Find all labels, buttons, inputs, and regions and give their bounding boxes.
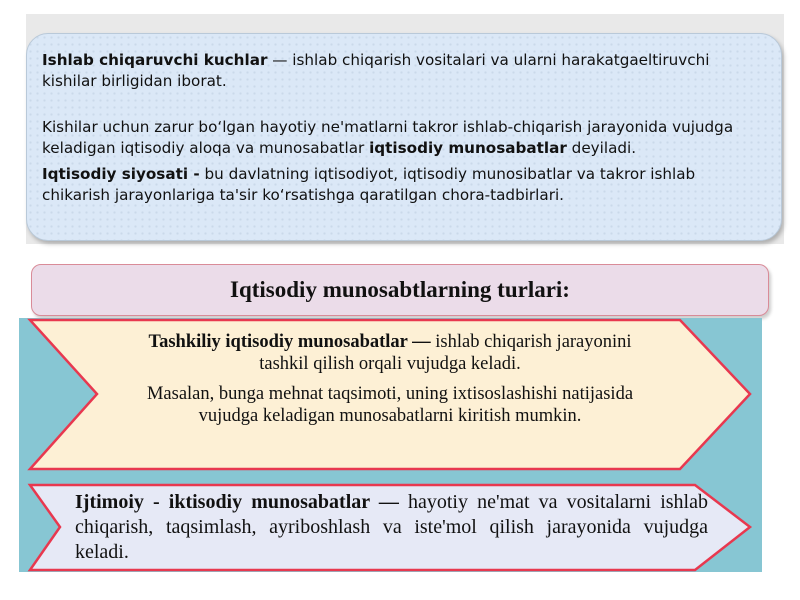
organizational-relations-term: Tashkiliy iqtisodiy munosabatlar —	[148, 332, 431, 352]
organizational-relations-text	[140, 331, 640, 427]
economic-relations-end: deyiladi.	[566, 139, 637, 157]
economic-policy-text: bu davlatning iqtisodiyot, iqtisodiy munosibatlar va takror ishlab chikarish jarayonlariga ta'sir ko‘rsatishga qaratilgan chora-tadbirlari.	[42, 165, 696, 204]
economic-policy-term: Iqtisodiy siyosati -	[42, 165, 200, 183]
organizational-relations-example: Masalan, bunga mehnat taqsimoti, uning ixtisoslashishi natijasida vujudga keladigan munosabatlarni kiritish mumkin.	[146, 384, 634, 426]
socio-economic-relations-term: Ijtimoiy - iktisodiy munosabatlar —	[75, 491, 399, 513]
productive-forces-text: — ishlab chiqarish vositalari va ularni harakatgaeltiruvchi kishilar birligidan iborat.	[42, 51, 710, 90]
organizational-relations-desc: ishlab chiqarish jarayonini tashkil qilish orqali vujudga keladi.	[259, 332, 632, 374]
productive-forces-term: Ishlab chiqaruvchi kuchlar	[42, 51, 268, 69]
socio-economic-relations-desc: hayotiy ne'mat va vositalarni ishlab chiqarish, taqsimlash, ayriboshlash va iste'mol qilish jarayonida vujudga keladi.	[75, 491, 708, 563]
socio-economic-relations-text	[75, 490, 708, 565]
economic-relations-term: iqtisodiy munosabatlar	[369, 139, 567, 157]
economic-relations-text: Kishilar uchun zarur bo‘lgan hayotiy ne'matlarni takror ishlab-chiqarish jarayonida vujudga keladigan iqtisodiy aloqa va munosabatlar	[42, 118, 734, 157]
organizational-relations-definition	[140, 331, 640, 375]
section-title: Iqtisodiy munosabtlarning turlari:	[230, 277, 570, 302]
